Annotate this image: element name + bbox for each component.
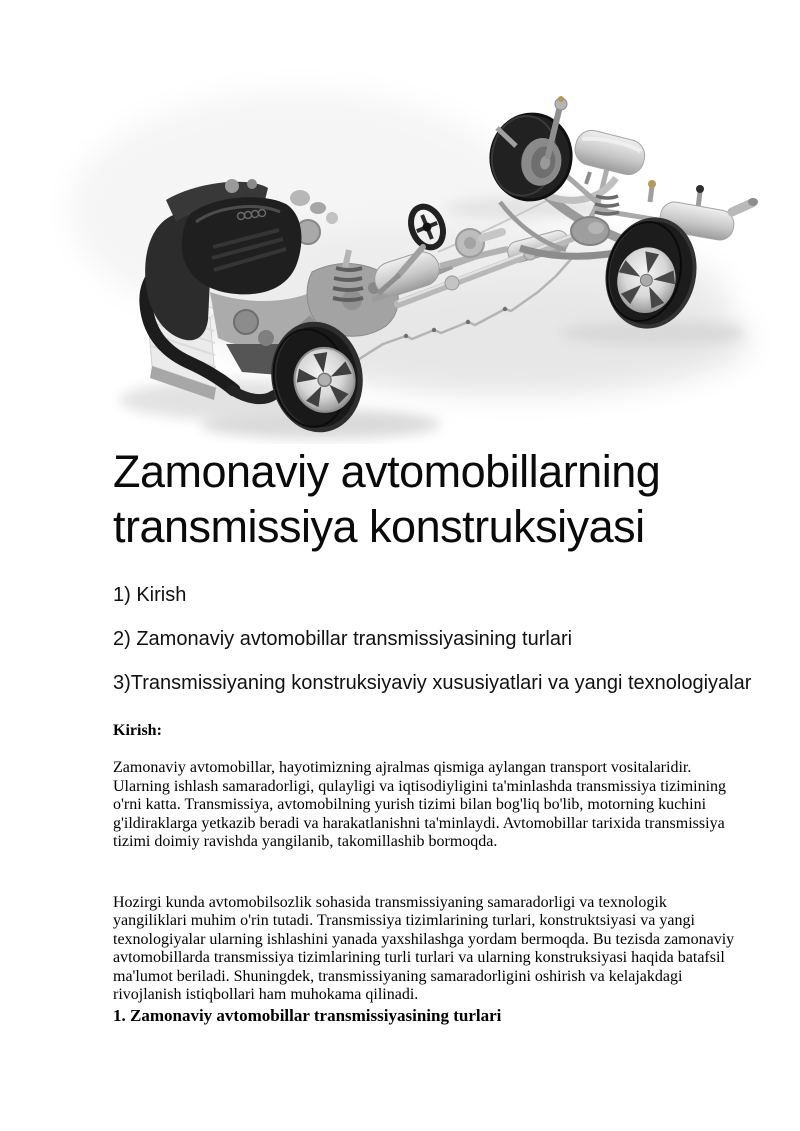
toc-item-xususiyatlari: 3)Transmissiyaning konstruksiyaviy xususiyatlari va yangi texnologiyalar: [113, 672, 752, 694]
intro-paragraph-2: Hozirgi kunda avtomobilsozlik sohasida transmissiyaning samaradorligi va texnologik yangiliklari muhim o'rin tutadi. Transmissiya tizimlarining turlari, konstruktsiyasi va yangi texnologiyalar ularning ishlashini yanada yaxshilashga yordam bermoqda. Bu tezisda zamonaviy avtomobillarda transmissiya tizimlarining turli turlari va ularning konstruksiyasi haqida batafsil ma'lumot beriladi. Shuningdek, transmissiyaning samaradorligini oshirish va kelajakdagi rivojlanish istiqbollari ham muhokama qilinadi.: [113, 893, 735, 1003]
document-body: [0, 444, 800, 1027]
intro-heading: Kirish:: [113, 722, 162, 739]
toc-item-turlari: 2) Zamonaviy avtomobillar transmissiyasining turlari: [113, 628, 573, 650]
chassis-illustration: [0, 0, 800, 444]
section1-heading: 1. Zamonaviy avtomobillar transmissiyasining turlari: [113, 1005, 502, 1025]
chassis-image: [0, 0, 800, 444]
rear-muffler-upper: [572, 127, 648, 178]
page-title: Zamonaviy avtomobillarning transmissiya konstruksiyasi: [113, 446, 661, 552]
toc-item-kirish: 1) Kirish: [113, 584, 187, 606]
intro-paragraph-1: Zamonaviy avtomobillar, hayotimizning ajralmas qismiga aylangan transport vositalaridir. Ularning ishlash samaradorligi, qulayligi va iqtisodiyligini ta'minlashda transmissiya tizimining o'rni katta. Transmissiya, avtomobilning yurish tizimi bilan bog'liq bo'lib, motorning kuchini g'ildiraklarga yetkazib beradi va harakatlanishni ta'minlaydi. Avtomobillar tarixida transmissiya tizimi doimiy ravishda yangilanib, takomillashib bormoqda.: [113, 759, 727, 850]
